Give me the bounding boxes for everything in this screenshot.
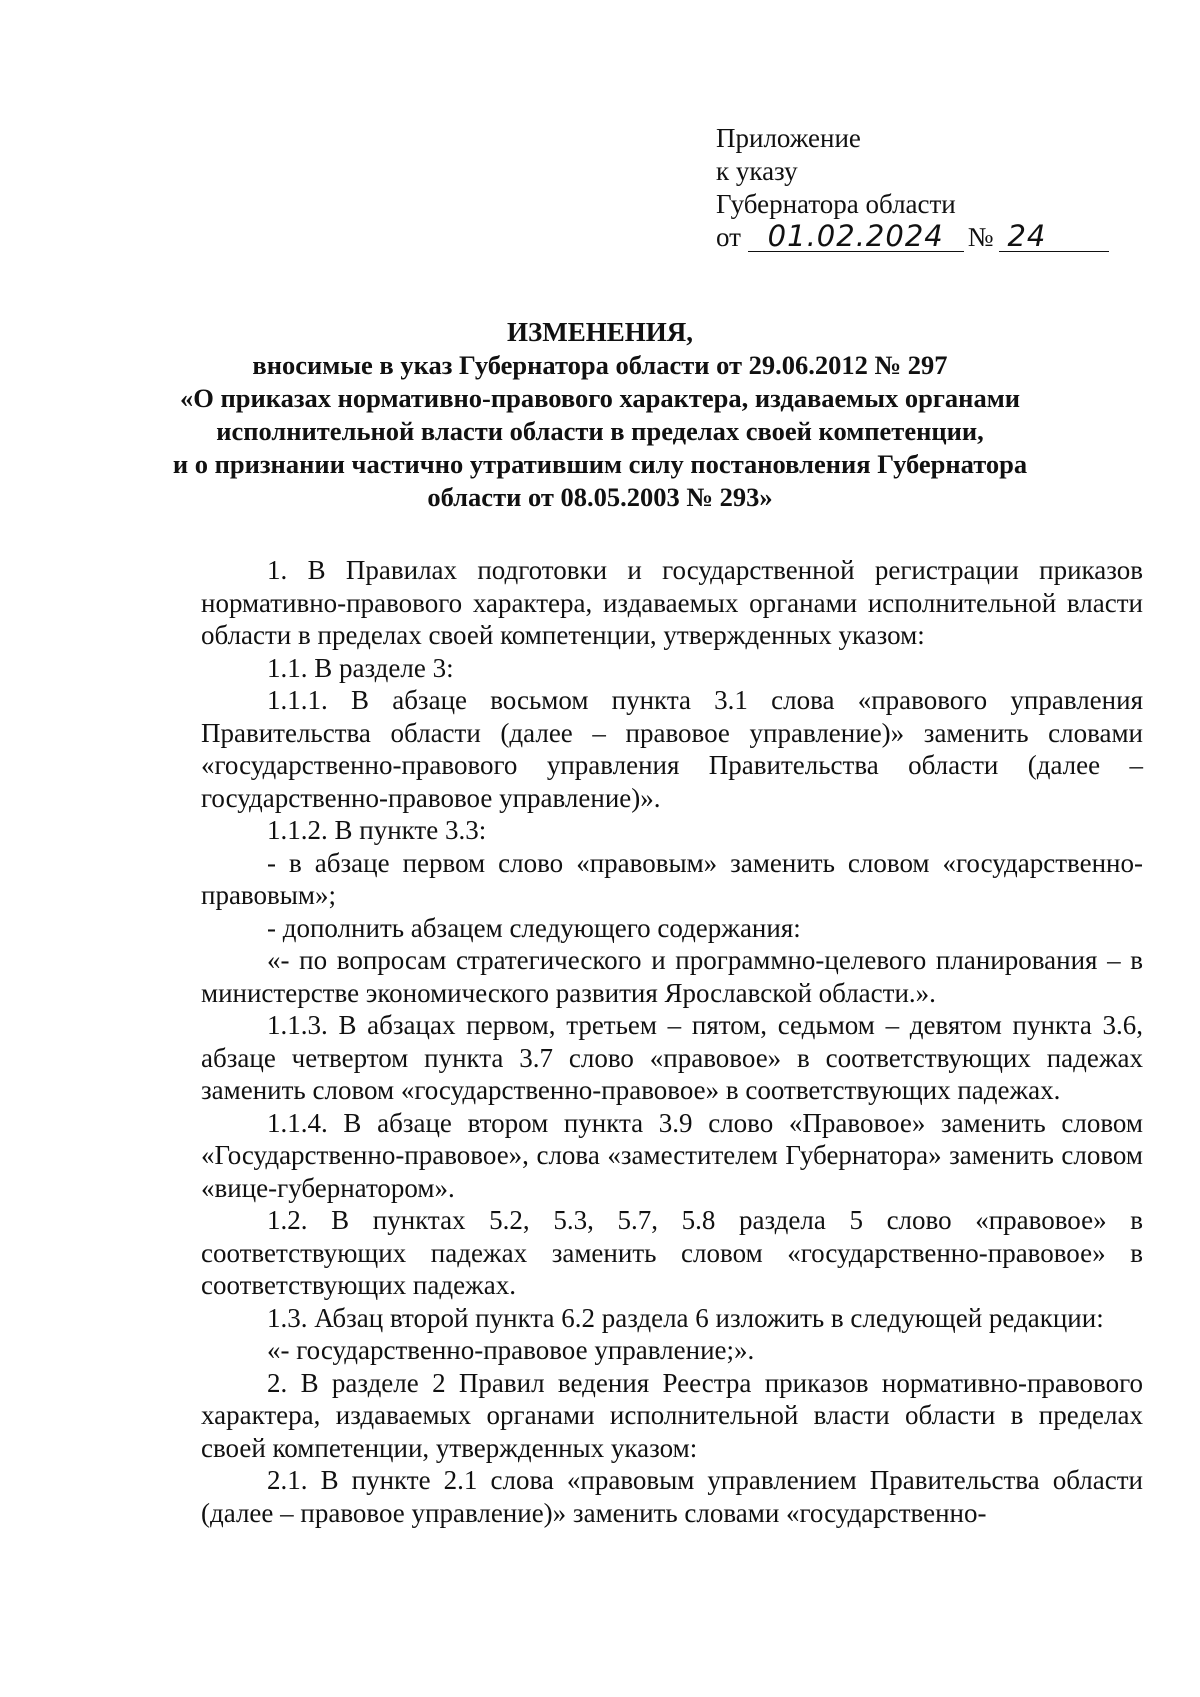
document-title xyxy=(150,316,1050,514)
paragraph-2-1: 2.1. В пункте 2.1 слова «правовым управлением Правительства области (далее – правовое управление)» заменить словами «государственно- xyxy=(201,1465,1143,1528)
title-line-2: «О приказах нормативно-правового характера, издаваемых органами xyxy=(179,383,1021,413)
handwritten-date: 01.02.2024 xyxy=(748,221,964,252)
title-line-5: области от 08.05.2003 № 293» xyxy=(427,482,773,512)
paragraph-1-1-3: 1.1.3. В абзацах первом, третьем – пятом, седьмом – девятом пункта 3.6, абзаце четвертом пункта 3.7 слово «правовое» в соответствующих падежах заменить словом «государственно-правовое» в соответствующих падежах. xyxy=(201,1010,1143,1105)
paragraph-1: 1. В Правилах подготовки и государственной регистрации приказов нормативно-правового характера, издаваемых органами исполнительной власти области в пределах своей компетенции, утвержденных указом: xyxy=(201,555,1143,650)
paragraph-1-1-4: 1.1.4. В абзаце втором пункта 3.9 слово «Правовое» заменить словом «Государственно-правовое», слова «заместителем Губернатора» заменить словом «вице-губернатором». xyxy=(201,1107,1143,1203)
paragraph-1-1-2-quote: «- по вопросам стратегического и программно-целевого планирования – в министерстве экономического развития Ярославской области.». xyxy=(201,945,1143,1008)
title-line-3: исполнительной власти области в пределах своей компетенции, xyxy=(216,416,984,446)
paragraph-1-1-2: 1.1.2. В пункте 3.3: xyxy=(267,815,487,845)
appendix-line-1: Приложение xyxy=(716,123,861,153)
appendix-line-3: Губернатора области xyxy=(716,189,956,219)
appendix-header xyxy=(716,122,1116,254)
title-main: ИЗМЕНЕНИЯ, xyxy=(506,317,693,347)
from-label: от xyxy=(716,222,741,252)
document-body xyxy=(201,554,1143,1529)
paragraph-1-1: 1.1. В разделе 3: xyxy=(267,652,454,683)
number-sign: № xyxy=(967,222,994,252)
appendix-line-2: к указу xyxy=(716,156,798,186)
paragraph-1-1-2-b: - дополнить абзацем следующего содержания: xyxy=(267,912,801,943)
title-line-1: вносимые в указ Губернатора области от 29.06.2012 № 297 xyxy=(252,350,948,380)
handwritten-number: 24 xyxy=(999,221,1109,252)
paragraph-1-1-2-a: - в абзаце первом слово «правовым» заменить словом «государственно-правовым»; xyxy=(201,847,1143,910)
appendix-date-line xyxy=(716,221,1116,254)
paragraph-1-2: 1.2. В пунктах 5.2, 5.3, 5.7, 5.8 раздела 5 слово «правовое» в соответствующих падежах заменить словом «государственно-правовое» в соответствующих падежах. xyxy=(201,1205,1143,1300)
paragraph-1-3-quote: «- государственно-правовое управление;». xyxy=(267,1335,755,1365)
paragraph-1-3: 1.3. Абзац второй пункта 6.2 раздела 6 изложить в следующей редакции: xyxy=(267,1302,1104,1333)
paragraph-2: 2. В разделе 2 Правил ведения Реестра приказов нормативно-правового характера, издаваемых органами исполнительной власти области в пределах своей компетенции, утвержденных указом: xyxy=(201,1367,1143,1463)
paragraph-1-1-1: 1.1.1. В абзаце восьмом пункта 3.1 слова «правового управления Правительства области (далее – правовое управление)» заменить словами «государственно-правового управления Правительства области (далее – государственно-правовое управление)». xyxy=(201,685,1143,813)
title-line-4: и о признании частично утратившим силу постановления Губернатора xyxy=(172,449,1028,479)
